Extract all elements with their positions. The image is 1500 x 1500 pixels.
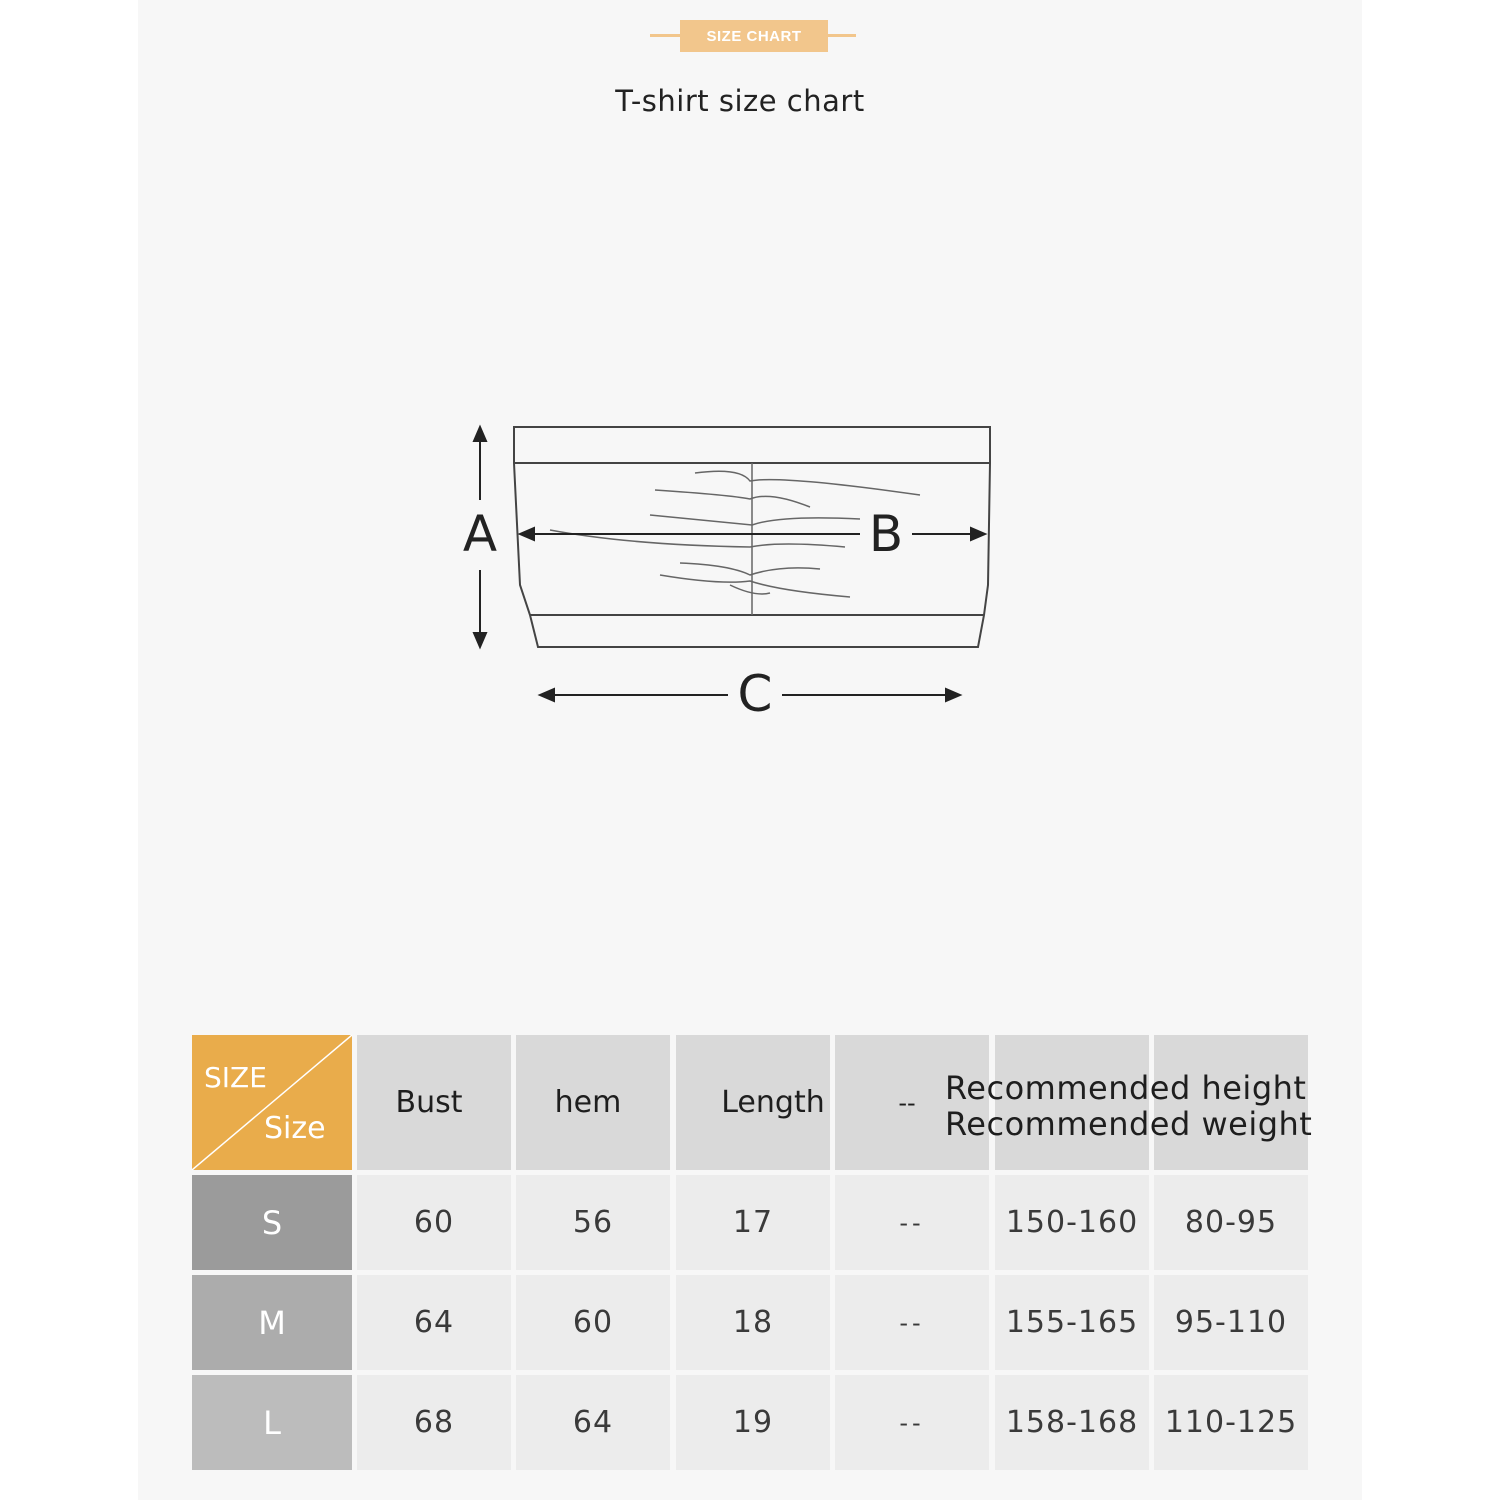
- dimension-a-label: A: [462, 505, 498, 563]
- header-rec-height-label: Recommended height: [945, 1069, 1307, 1107]
- cell-value: 60: [572, 1305, 614, 1340]
- cell-value: 64: [413, 1305, 455, 1340]
- header-blank-label: --: [898, 1088, 916, 1117]
- cell-hem: [516, 1275, 670, 1370]
- cell-value: 155-165: [1005, 1305, 1139, 1340]
- cell-bust: [357, 1275, 511, 1370]
- page-title: T-shirt size chart: [615, 84, 865, 118]
- cell-value: 17: [732, 1205, 774, 1240]
- cell-value: --: [899, 1308, 925, 1337]
- cell-height: [995, 1275, 1149, 1370]
- cell-blank: [835, 1275, 989, 1370]
- cell-bust: [357, 1375, 511, 1470]
- header-hem: [516, 1035, 670, 1170]
- header-length: [676, 1035, 830, 1170]
- corner-size-lower: Size: [264, 1111, 326, 1146]
- size-cell-s: [192, 1175, 352, 1270]
- cell-value: 56: [572, 1205, 614, 1240]
- cell-value: 68: [413, 1405, 455, 1440]
- cell-length: [676, 1175, 830, 1270]
- cell-length: [676, 1275, 830, 1370]
- cell-value: 18: [732, 1305, 774, 1340]
- cell-value: 80-95: [1184, 1205, 1278, 1240]
- cell-blank: [835, 1175, 989, 1270]
- cell-height: [995, 1375, 1149, 1470]
- cell-length: [676, 1375, 830, 1470]
- corner-size-upper: SIZE: [204, 1061, 267, 1094]
- corner-diagonal: [192, 1035, 352, 1170]
- measurement-diagram: [450, 415, 1010, 725]
- cell-value: 95-110: [1174, 1305, 1288, 1340]
- header-length-label: Length: [721, 1085, 825, 1120]
- size-label: S: [261, 1203, 283, 1242]
- table-corner-cell: [192, 1035, 352, 1170]
- cell-value: --: [899, 1408, 925, 1437]
- cell-blank: [835, 1375, 989, 1470]
- cell-hem: [516, 1375, 670, 1470]
- dimension-c-label: C: [737, 665, 773, 723]
- dimension-b-label: B: [868, 505, 904, 563]
- cell-value: --: [899, 1208, 925, 1237]
- cell-hem: [516, 1175, 670, 1270]
- recommended-headers: [945, 1070, 1325, 1142]
- header-rec-weight-label: Recommended weight: [945, 1105, 1313, 1143]
- size-chart-badge: SIZE CHART: [680, 20, 828, 52]
- size-cell-m: [192, 1275, 352, 1370]
- cell-value: 150-160: [1005, 1205, 1139, 1240]
- size-cell-l: [192, 1375, 352, 1470]
- cell-value: 110-125: [1164, 1405, 1298, 1440]
- cell-weight: [1154, 1375, 1308, 1470]
- header-bust: [357, 1035, 511, 1170]
- header-hem-label: hem: [554, 1085, 622, 1120]
- cell-weight: [1154, 1175, 1308, 1270]
- cell-bust: [357, 1175, 511, 1270]
- size-label: M: [258, 1303, 286, 1342]
- header-bust-label: Bust: [395, 1085, 463, 1120]
- cell-value: 158-168: [1005, 1405, 1139, 1440]
- cell-weight: [1154, 1275, 1308, 1370]
- size-label: L: [263, 1403, 281, 1442]
- cell-value: 19: [732, 1405, 774, 1440]
- cell-value: 64: [572, 1405, 614, 1440]
- cell-height: [995, 1175, 1149, 1270]
- cell-value: 60: [413, 1205, 455, 1240]
